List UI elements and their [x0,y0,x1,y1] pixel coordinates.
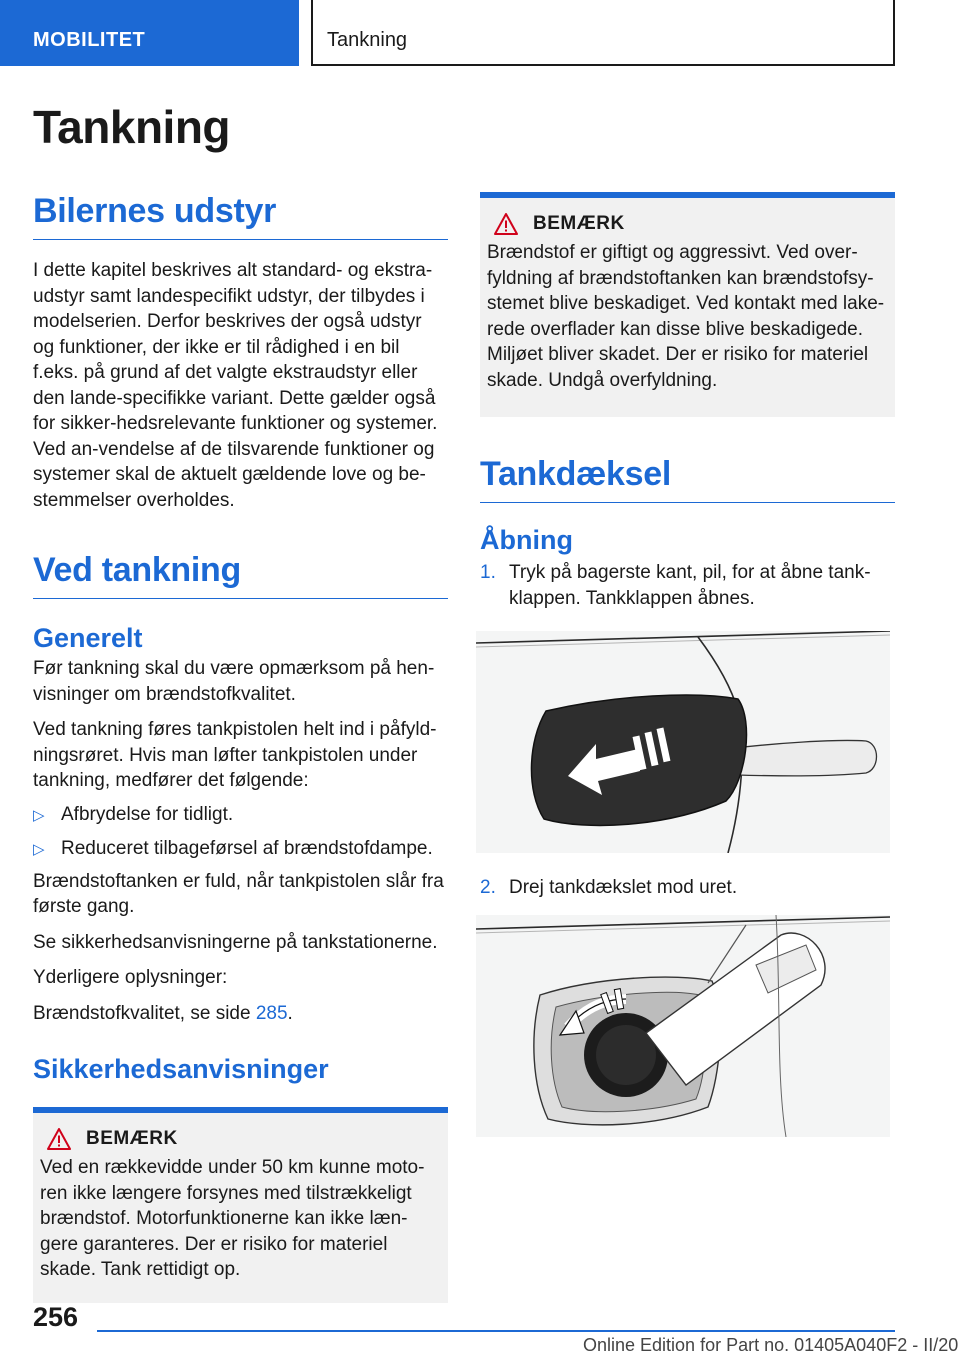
footer-divider [97,1330,895,1332]
warning-header [40,1127,440,1151]
general-paragraph-4: Se sikkerhedsanvisningerne på tankstationerne. [33,931,438,953]
right-column [480,192,895,1137]
warning-text: Brændstof er giftigt og aggressivt. Ved over-fyldning af brændstoftanken kan brændstofsy-stemet blive beskadiget. Ved kontakt med lake-rede overflader kan disse blive beskadigede. Miljøet bliver skadet. Der er risiko for materiel skade. Undgå overfyldning. [487,242,885,391]
general-paragraph-3: Brændstoftanken er fuld, når tankpistolen slår fra første gang. [33,870,444,917]
list-item-text: Afbrydelse for tidligt. [61,803,234,825]
step-1 [480,560,895,611]
section-tab [0,0,299,66]
general-paragraph-5: Yderligere oplysninger: [33,967,228,988]
heading-refuel: Ved tankning [33,551,448,599]
warning-label: BEMÆRK [533,213,625,234]
fuel-cap-illustration [476,915,890,1137]
step-text: Drej tankdækslet mod uret. [509,877,738,898]
general-paragraph-6 [33,1001,448,1027]
chapter-tab [311,0,895,66]
list-item [33,802,448,829]
heading-safety: Sikkerhedsanvisninger [33,1054,329,1084]
equipment-paragraph: I dette kapitel beskrives alt standard- og ekstra-udstyr samt landespecifikt udstyr, der tilbydes i modelserien. Derfor beskrives der også udstyr og funktioner, der ikke er til rådighed i en bil f.eks. på grund af det valgte ekstraudstyr eller den lande-specifikke variant. Dette gælder også for sikker-hedsrelevante funktioner og systemer. Ved an-vendelse af de tilsvarende funktioner og systemer skal de aktuelt gældende love og be-stemmelser overholdes. [33,260,438,511]
bullet-triangle-icon: ▷ [33,806,45,824]
heading-fuel-cap: Tankdæksel [480,455,895,503]
warning-label: BEMÆRK [86,1128,178,1149]
step-number: 1. [480,562,496,583]
warning-triangle-icon [487,212,527,236]
heading-general: Generelt [33,623,143,653]
warning-box [480,192,895,417]
left-column [33,192,448,1303]
reference-text: Brændstofkvalitet, se side [33,1002,256,1024]
warning-box [33,1107,448,1303]
bullet-triangle-icon: ▷ [33,841,45,858]
page-title: Tankning [33,101,231,153]
page-reference-link[interactable]: 285 [255,1002,288,1024]
section-label: MOBILITET [33,29,146,51]
warning-header [487,212,887,236]
heading-opening: Åbning [480,525,573,555]
step-2 [480,875,895,901]
fuel-flap-illustration [476,631,890,853]
step-text: Tryk på bagerste kant, pil, for at åbne tank-klappen. Tankklappen åbnes. [509,562,871,609]
chapter-label: Tankning [327,29,408,51]
step-number: 2. [480,877,496,898]
page-number: 256 [33,1302,79,1332]
reference-end: . [287,1002,293,1024]
list-item-text: Reduceret tilbageførsel af brændstofdampe. [61,838,433,859]
list-item [33,836,448,863]
warning-triangle-icon [40,1127,80,1151]
general-paragraph-1: Før tankning skal du være opmærksom på hen-visninger om brændstofkvalitet. [33,658,435,705]
heading-equipment: Bilernes udstyr [33,192,448,240]
warning-text: Ved en rækkevidde under 50 km kunne moto-ren ikke længere forsynes med tilstrækkeligt brændstof. Motorfunktionerne kan ikke læn-gere garanteres. Der er risiko for materiel skade. Tank rettidigt op. [40,1157,425,1280]
general-paragraph-2: Ved tankning føres tankpistolen helt ind i påfyld-ningsrøret. Hvis man løfter tankpistolen under tankning, medfører det følgende: [33,719,437,791]
edition-text: Online Edition for Part no. 01405A040F2 - II/20 [583,1335,959,1355]
